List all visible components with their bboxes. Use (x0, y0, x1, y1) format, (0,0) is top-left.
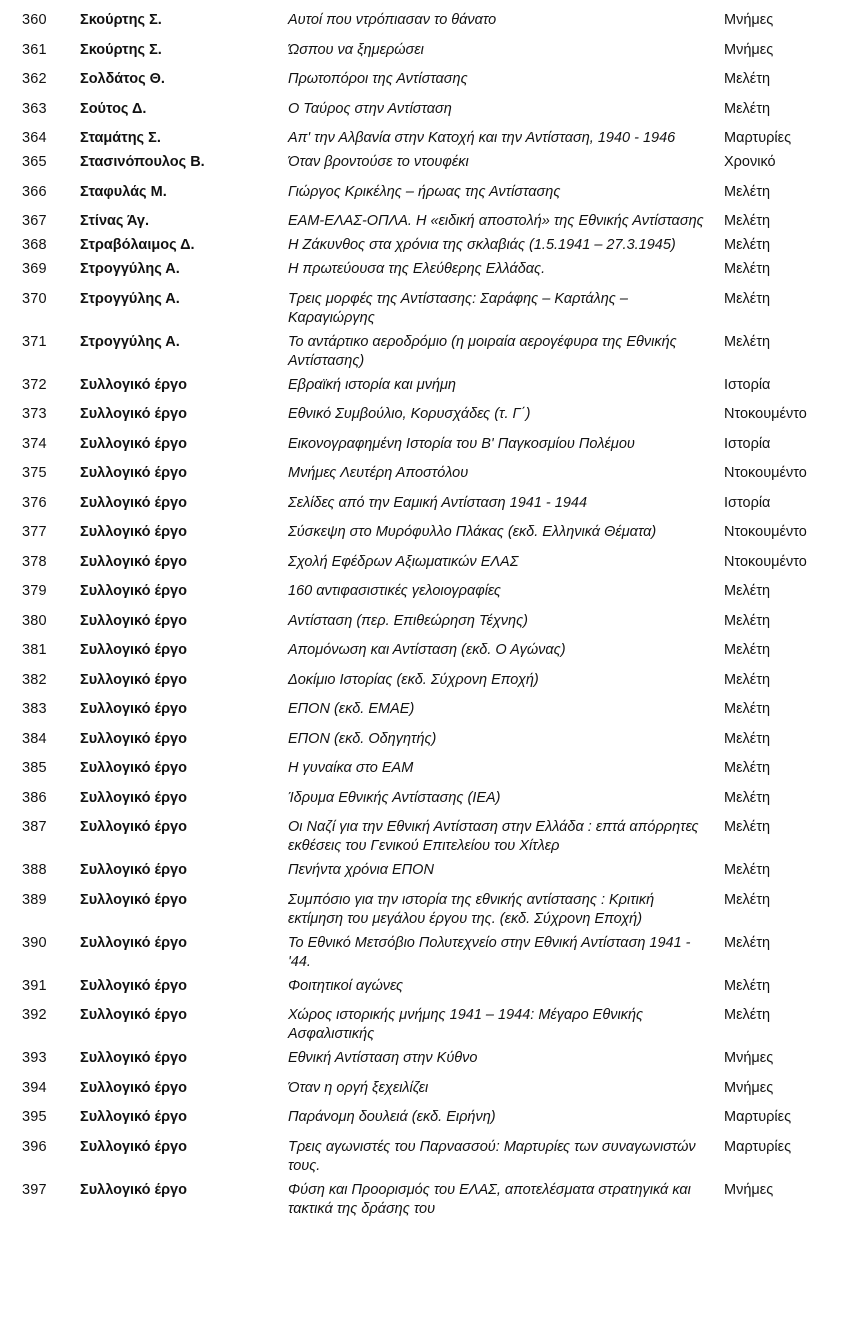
entry-number: 387 (22, 819, 47, 835)
entry-type: Μελέτη (724, 789, 771, 806)
entry-number: 381 (22, 642, 47, 658)
entry-author: Συλλογικό έργο (80, 1181, 187, 1198)
entry-number: 385 (22, 760, 47, 776)
entry-type: Μελέτη (724, 819, 771, 835)
entry-author: Συλλογικό έργο (80, 494, 187, 511)
entry-title: Οι Ναζί για την Εθνική Αντίσταση στην Ελλάδα : επτά απόρρητες εκθέσεις του Γενικού Επιτελείου του Χίτλερ (288, 819, 699, 854)
entry-number: 368 (22, 237, 47, 253)
entry-title: Πενήντα χρόνια ΕΠΟΝ (288, 862, 434, 878)
entry-author: Συλλογικό έργο (80, 819, 187, 835)
entry-author: Συλλογικό έργο (80, 1138, 187, 1155)
entry-title: ΕΑΜ-ΕΛΑΣ-ΟΠΛΑ. Η «ειδική αποστολή» της Εθνικής Αντίστασης (288, 213, 704, 229)
table-row (22, 1181, 834, 1224)
entry-author: Συλλογικό έργο (80, 701, 187, 717)
entry-number: 389 (22, 891, 47, 908)
entry-type: Χρονικό (724, 154, 776, 170)
entry-type: Μελέτη (724, 333, 771, 350)
entry-author: Συλλογικό έργο (80, 612, 187, 629)
entry-type: Μελέτη (724, 642, 771, 658)
entry-title: Η γυναίκα στο ΕΑΜ (288, 760, 414, 776)
entry-title: Σχολή Εφέδρων Αξιωματικών ΕΛΑΣ (288, 553, 519, 570)
entry-author: Συλλογικό έργο (80, 435, 187, 452)
entry-type: Μελέτη (724, 261, 771, 277)
entry-type: Μελέτη (724, 71, 771, 87)
table-row (22, 759, 834, 789)
entry-author: Συλλογικό έργο (80, 730, 187, 747)
entry-title: Εθνική Αντίσταση στην Κύθνο (288, 1050, 478, 1066)
entry-author: Σολδάτος Θ. (80, 71, 165, 87)
entry-number: 370 (22, 290, 47, 307)
entry-title: Όταν βροντούσε το ντουφέκι (288, 154, 469, 170)
entry-type: Μελέτη (724, 760, 771, 776)
table-row (22, 41, 834, 71)
entry-author: Συλλογικό έργο (80, 671, 187, 688)
entry-type: Ντοκουμέντο (724, 406, 807, 422)
entry-author: Συλλογικό έργο (80, 760, 187, 776)
table-row (22, 464, 834, 494)
entry-number: 382 (22, 671, 47, 688)
entry-type: Μελέτη (724, 934, 771, 951)
table-row (22, 435, 834, 465)
entry-number: 366 (22, 183, 47, 200)
entry-number: 392 (22, 1007, 47, 1023)
entry-author: Στίνας Άγ. (80, 213, 149, 229)
table-row (22, 730, 834, 760)
table-row (22, 376, 834, 406)
table-row (22, 891, 834, 934)
entry-title: Απ' την Αλβανία στην Κατοχή και την Αντίσταση, 1940 - 1946 (288, 130, 676, 146)
entry-author: Στρογγύλης Α. (80, 333, 180, 350)
entry-type: Ιστορία (724, 494, 771, 511)
entry-number: 364 (22, 130, 47, 146)
entry-title: Τρεις αγωνιστές του Παρνασσού: Μαρτυρίες των συναγωνιστών τους. (288, 1138, 696, 1174)
entry-type: Μαρτυρίες (724, 130, 792, 146)
entry-number: 384 (22, 730, 47, 747)
entry-author: Συλλογικό έργο (80, 891, 187, 908)
entry-title: Φοιτητικοί αγώνες (288, 977, 404, 994)
entry-author: Σκούρτης Σ. (80, 41, 162, 58)
entry-author: Στρογγύλης Α. (80, 261, 180, 277)
bibliography-body (22, 11, 834, 1224)
entry-number: 395 (22, 1109, 47, 1125)
table-row (22, 1108, 834, 1138)
entry-type: Μνήμες (724, 1181, 774, 1198)
entry-number: 376 (22, 494, 47, 511)
entry-type: Μελέτη (724, 862, 771, 878)
entry-author: Σούτος Δ. (80, 100, 147, 117)
table-row (22, 129, 834, 153)
entry-number: 367 (22, 213, 47, 229)
entry-number: 378 (22, 553, 47, 570)
entry-number: 390 (22, 934, 47, 951)
entry-number: 374 (22, 435, 47, 452)
entry-type: Μελέτη (724, 891, 771, 908)
entry-number: 373 (22, 406, 47, 422)
entry-number: 394 (22, 1079, 47, 1096)
entry-title: Η πρωτεύουσα της Ελεύθερης Ελλάδας. (288, 261, 546, 277)
entry-type: Ιστορία (724, 435, 771, 452)
table-row (22, 700, 834, 730)
entry-title: Φύση και Προορισμός του ΕΛΑΣ, αποτελέσματα στρατηγικά και τακτικά της δράσης του (288, 1181, 691, 1217)
entry-number: 379 (22, 583, 47, 599)
table-row (22, 1138, 834, 1181)
entry-title: Τρεις μορφές της Αντίστασης: Σαράφης – Καρτάλης – Καραγιώργης (288, 290, 628, 326)
entry-title: Χώρος ιστορικής μνήμης 1941 – 1944: Μέγαρο Εθνικής Ασφαλιστικής (288, 1007, 644, 1042)
entry-number: 393 (22, 1050, 47, 1066)
entry-title: Εβραϊκή ιστορία και μνήμη (288, 376, 456, 393)
entry-title: Παράνομη δουλειά (εκδ. Ειρήνη) (288, 1109, 496, 1125)
entry-type: Μνήμες (724, 41, 774, 58)
entry-number: 380 (22, 612, 47, 629)
entry-type: Μελέτη (724, 730, 771, 747)
entry-number: 386 (22, 789, 47, 806)
entry-title: Δοκίμιο Ιστορίας (εκδ. Σύχρονη Εποχή) (288, 671, 539, 688)
entry-type: Μελέτη (724, 977, 771, 994)
entry-title: Αντίσταση (περ. Επιθεώρηση Τέχνης) (288, 612, 528, 629)
bibliography-table (22, 11, 834, 1224)
entry-author: Συλλογικό έργο (80, 524, 187, 540)
entry-author: Συλλογικό έργο (80, 934, 187, 951)
entry-number: 365 (22, 154, 47, 170)
table-row (22, 405, 834, 435)
entry-author: Συλλογικό έργο (80, 977, 187, 994)
table-row (22, 1006, 834, 1049)
table-row (22, 977, 834, 1007)
entry-number: 391 (22, 977, 47, 994)
entry-number: 369 (22, 261, 47, 277)
entry-number: 360 (22, 12, 47, 28)
entry-title: Ώσπου να ξημερώσει (288, 41, 424, 58)
table-row (22, 333, 834, 376)
entry-number: 371 (22, 333, 47, 350)
entry-title: ΕΠΟΝ (εκδ. Οδηγητής) (288, 730, 437, 747)
entry-type: Μνήμες (724, 1079, 774, 1096)
table-row (22, 183, 834, 213)
entry-type: Μελέτη (724, 183, 771, 200)
entry-type: Μελέτη (724, 583, 771, 599)
table-row (22, 100, 834, 130)
entry-title: Πρωτοπόροι της Αντίστασης (288, 71, 468, 87)
entry-author: Σκούρτης Σ. (80, 12, 162, 28)
entry-author: Σταμάτης Σ. (80, 130, 161, 146)
entry-type: Ντοκουμέντο (724, 465, 807, 481)
entry-title: 160 αντιφασιστικές γελοιογραφίες (288, 583, 501, 599)
table-row (22, 494, 834, 524)
entry-title: Ίδρυμα Εθνικής Αντίστασης (ΙΕΑ) (288, 789, 501, 806)
entry-author: Συλλογικό έργο (80, 1079, 187, 1096)
entry-author: Συλλογικό έργο (80, 376, 187, 393)
entry-title: Γιώργος Κρικέλης – ήρωας της Αντίστασης (288, 183, 561, 200)
entry-author: Συλλογικό έργο (80, 1109, 187, 1125)
entry-number: 362 (22, 71, 47, 87)
entry-author: Συλλογικό έργο (80, 862, 187, 878)
entry-author: Συλλογικό έργο (80, 1050, 187, 1066)
entry-author: Συλλογικό έργο (80, 1007, 187, 1023)
entry-type: Μελέτη (724, 612, 771, 629)
entry-title: Το αντάρτικο αεροδρόμιο (η μοιραία αερογέφυρα της Εθνικής Αντίστασης) (288, 333, 677, 369)
entry-title: Το Εθνικό Μετσόβιο Πολυτεχνείο στην Εθνική Αντίσταση 1941 - '44. (288, 934, 691, 970)
entry-type: Ντοκουμέντο (724, 524, 807, 540)
entry-number: 375 (22, 465, 47, 481)
entry-number: 361 (22, 41, 47, 58)
entry-author: Στασινόπουλος Β. (80, 154, 205, 170)
table-row (22, 641, 834, 671)
entry-title: Αυτοί που ντρόπιασαν το θάνατο (288, 12, 497, 28)
entry-title: Σελίδες από την Εαμική Αντίσταση 1941 - 1944 (288, 494, 588, 511)
table-row (22, 153, 834, 183)
entry-type: Ντοκουμέντο (724, 553, 807, 570)
entry-number: 396 (22, 1138, 47, 1155)
entry-type: Μελέτη (724, 671, 771, 688)
entry-author: Συλλογικό έργο (80, 465, 187, 481)
table-row (22, 612, 834, 642)
entry-number: 383 (22, 701, 47, 717)
table-row (22, 1049, 834, 1079)
entry-title: Σύσκεψη στο Μυρόφυλλο Πλάκας (εκδ. Ελληνικά Θέματα) (288, 524, 657, 540)
entry-title: Η Ζάκυνθος στα χρόνια της σκλαβιάς (1.5.1941 – 27.3.1945) (288, 237, 676, 253)
entry-author: Συλλογικό έργο (80, 553, 187, 570)
entry-type: Μελέτη (724, 237, 771, 253)
table-row (22, 934, 834, 977)
entry-type: Μελέτη (724, 100, 771, 117)
entry-author: Συλλογικό έργο (80, 642, 187, 658)
table-row (22, 11, 834, 41)
table-row (22, 523, 834, 553)
table-row (22, 671, 834, 701)
entry-title: Εθνικό Συμβούλιο, Κορυσχάδες (τ. Γ΄) (288, 406, 531, 422)
table-row (22, 236, 834, 260)
entry-type: Μελέτη (724, 213, 771, 229)
entry-title: Όταν η οργή ξεχειλίζει (288, 1079, 429, 1096)
entry-author: Συλλογικό έργο (80, 789, 187, 806)
entry-type: Μελέτη (724, 1007, 771, 1023)
entry-number: 388 (22, 862, 47, 878)
entry-author: Σταφυλάς Μ. (80, 183, 167, 200)
table-row (22, 582, 834, 612)
entry-type: Μαρτυρίες (724, 1138, 792, 1155)
table-row (22, 553, 834, 583)
entry-author: Στρογγύλης Α. (80, 290, 180, 307)
entry-author: Στραβόλαιμος Δ. (80, 237, 195, 253)
table-row (22, 260, 834, 290)
entry-title: Ο Ταύρος στην Αντίσταση (288, 100, 452, 117)
entry-title: Μνήμες Λευτέρη Αποστόλου (288, 465, 469, 481)
entry-type: Μνήμες (724, 1050, 774, 1066)
entry-type: Ιστορία (724, 376, 771, 393)
entry-type: Μαρτυρίες (724, 1109, 792, 1125)
entry-type: Μελέτη (724, 290, 771, 307)
table-row (22, 818, 834, 861)
table-row (22, 290, 834, 333)
table-row (22, 861, 834, 891)
table-row (22, 1079, 834, 1109)
entry-number: 397 (22, 1181, 47, 1198)
entry-author: Συλλογικό έργο (80, 583, 187, 599)
table-row (22, 212, 834, 236)
entry-number: 377 (22, 524, 47, 540)
entry-type: Μελέτη (724, 701, 771, 717)
entry-number: 372 (22, 376, 47, 393)
entry-title: ΕΠΟΝ (εκδ. ΕΜΑΕ) (288, 701, 415, 717)
entry-title: Απομόνωση και Αντίσταση (εκδ. Ο Αγώνας) (288, 642, 566, 658)
entry-author: Συλλογικό έργο (80, 406, 187, 422)
table-row (22, 70, 834, 100)
entry-number: 363 (22, 100, 47, 117)
table-row (22, 789, 834, 819)
entry-title: Συμπόσιο για την ιστορία της εθνικής αντίστασης : Κριτική εκτίμηση του μεγάλου έργου της. (εκδ. Σύχρονη Εποχή) (288, 891, 655, 927)
entry-type: Μνήμες (724, 12, 774, 28)
entry-title: Εικονογραφημένη Ιστορία του Β' Παγκοσμίου Πολέμου (288, 435, 635, 452)
